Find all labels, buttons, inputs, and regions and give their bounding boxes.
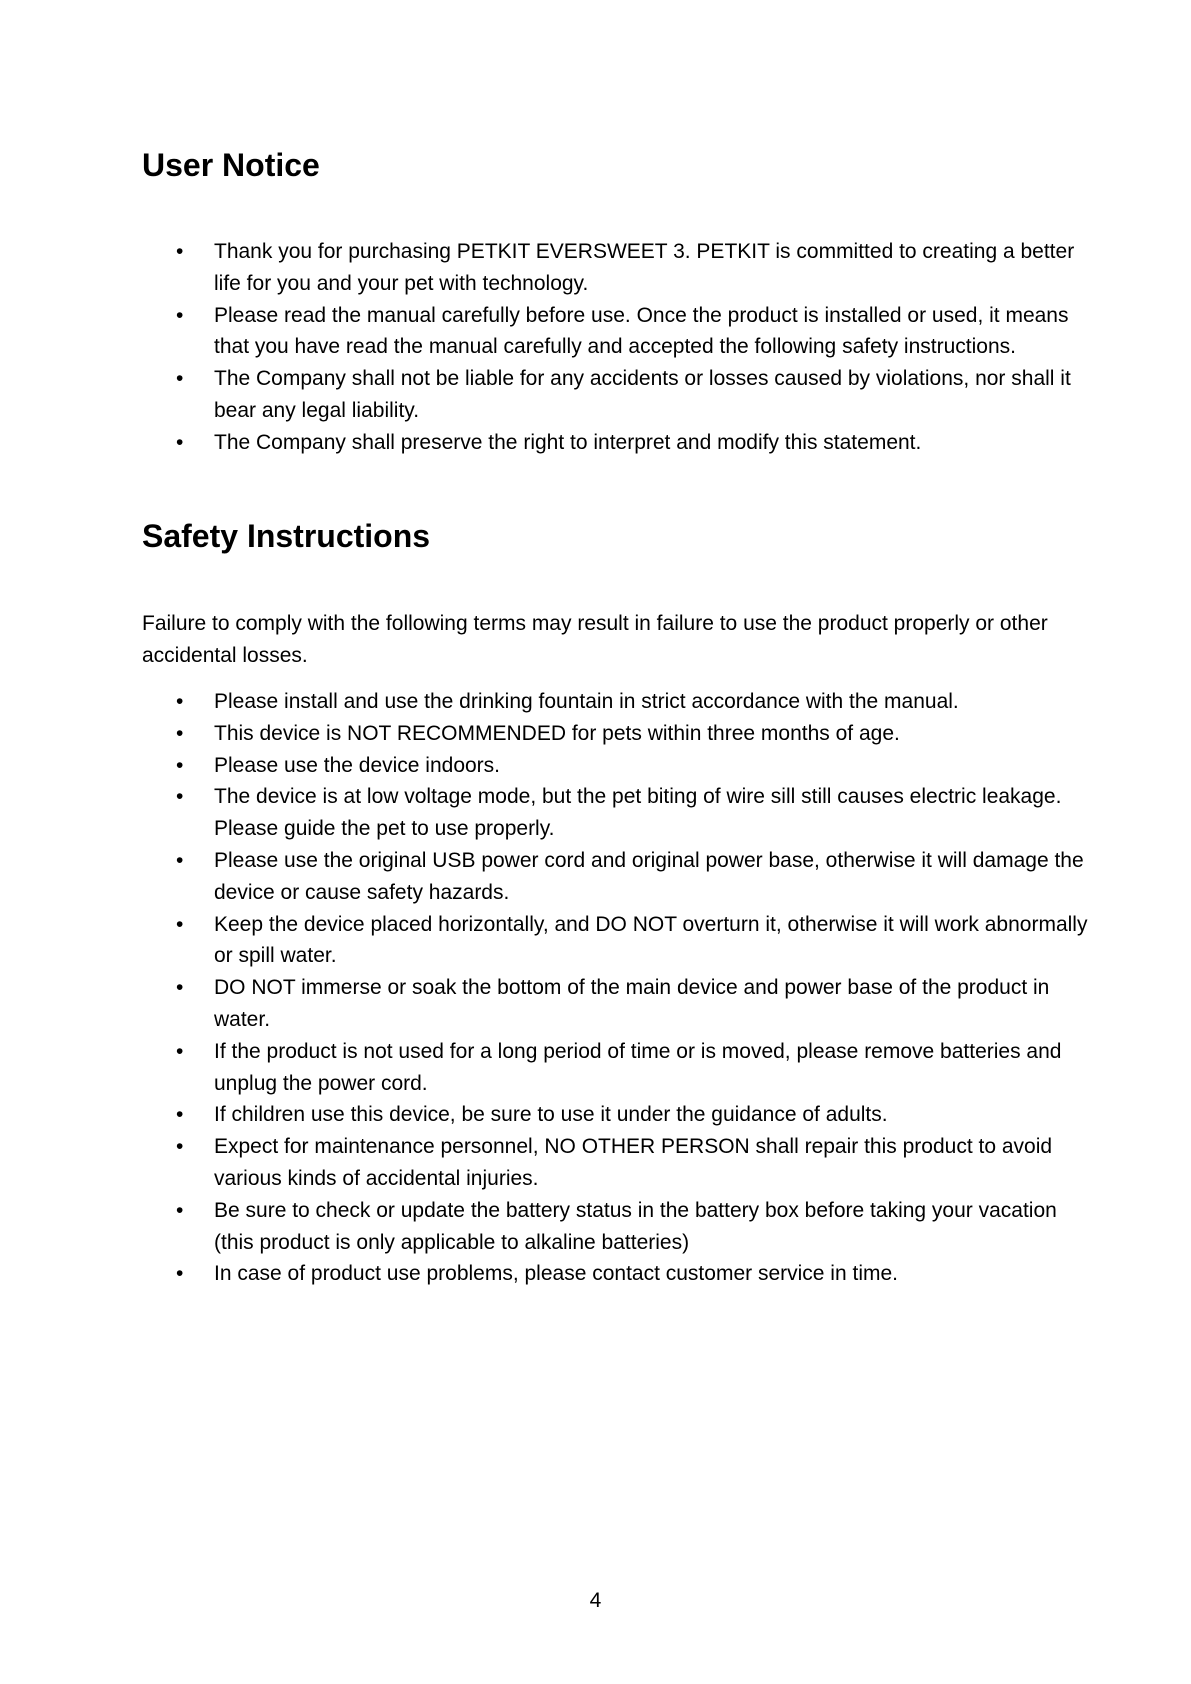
safety-intro-paragraph: Failure to comply with the following terms may result in failure to use the product properly or other accidental losses. xyxy=(142,612,1048,667)
list-item: • This device is NOT RECOMMENDED for pets within three months of age. xyxy=(142,718,1092,750)
list-item: • DO NOT immerse or soak the bottom of the main device and power base of the product in water. xyxy=(142,972,1092,1036)
list-item: • In case of product use problems, please contact customer service in time. xyxy=(142,1258,1092,1290)
safety-instructions-list xyxy=(142,686,1092,1290)
list-item: • Please use the device indoors. xyxy=(142,750,1092,782)
list-item: • Be sure to check or update the battery status in the battery box before taking your vacation (this product is only applicable to alkaline batteries) xyxy=(142,1195,1092,1259)
user-notice-list xyxy=(142,236,1092,459)
list-item: • Thank you for purchasing PETKIT EVERSWEET 3. PETKIT is committed to creating a better life for you and your pet with technology. xyxy=(142,236,1092,300)
user-notice-heading: User Notice xyxy=(142,147,320,183)
list-item: • The Company shall preserve the right to interpret and modify this statement. xyxy=(142,427,1092,459)
list-item: • Please install and use the drinking fountain in strict accordance with the manual. xyxy=(142,686,1092,718)
list-item: • Expect for maintenance personnel, NO OTHER PERSON shall repair this product to avoid various kinds of accidental injuries. xyxy=(142,1131,1092,1195)
list-item: • Please read the manual carefully before use. Once the product is installed or used, it means that you have read the manual carefully and accepted the following safety instructions. xyxy=(142,300,1092,364)
list-item: • The device is at low voltage mode, but the pet biting of wire sill still causes electric leakage. Please guide the pet to use properly. xyxy=(142,781,1092,845)
safety-instructions-heading: Safety Instructions xyxy=(142,518,431,554)
page-number: 4 xyxy=(589,1589,602,1612)
list-item: • If children use this device, be sure to use it under the guidance of adults. xyxy=(142,1099,1092,1131)
list-item: • If the product is not used for a long period of time or is moved, please remove batteries and unplug the power cord. xyxy=(142,1036,1092,1100)
list-item: • Please use the original USB power cord and original power base, otherwise it will damage the device or cause safety hazards. xyxy=(142,845,1092,909)
list-item: • Keep the device placed horizontally, and DO NOT overturn it, otherwise it will work abnormally or spill water. xyxy=(142,909,1092,973)
list-item: • The Company shall not be liable for any accidents or losses caused by violations, nor shall it bear any legal liability. xyxy=(142,363,1092,427)
